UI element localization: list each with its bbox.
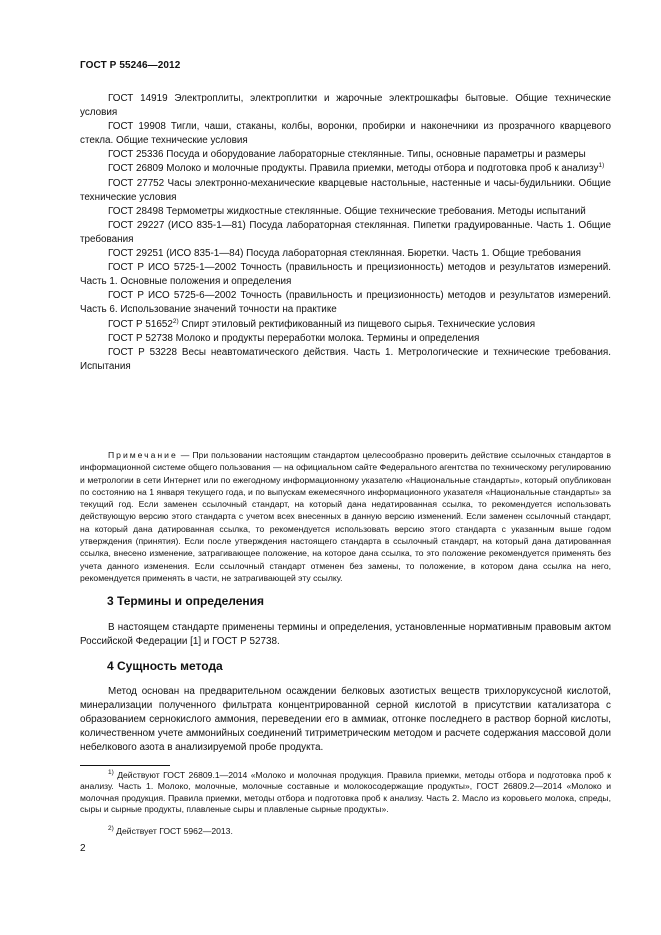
page-number: 2 bbox=[80, 843, 86, 854]
footnote-2: $^{2)}$ Действует ГОСТ 5962—2013. bbox=[108, 825, 233, 836]
reference-item: ГОСТ 14919 Электроплиты, электроплитки и жарочные электрошкафы бытовые. Общие технические условия bbox=[80, 93, 611, 119]
normative-references-list bbox=[80, 92, 611, 374]
note-label: Примечание bbox=[108, 450, 178, 460]
reference-item: ГОСТ 27752 Часы электронно-механические кварцевые настольные, настенные и часы-будильники. Общие технические условия bbox=[80, 177, 611, 203]
footnote-marker: 1) bbox=[598, 162, 605, 170]
section-4-text: Метод основан на предварительном осаждении белковых азотистых веществ трихлоруксусной кислотой, минерализации полученного фильтрата концентрированной серной кислотой в присутствии катализатора с образованием сернокислого аммония, переведении его в аммиак, отгонке последнего в раствор борной кислоты, количественном учете аммонийных соединений титриметрическим методом и расчете содержания массовой доли небелкового азота в анализируемой пробе продукта. bbox=[80, 686, 611, 754]
reference-item: ГОСТ 29251 (ИСО 835-1—84) Посуда лабораторная стеклянная. Бюретки. Часть 1. Общие требования bbox=[108, 248, 581, 260]
section-3-text: В настоящем стандарте применены термины и определения, установленные нормативным правовым актом Российской Федерации [1] и ГОСТ Р 52738. bbox=[80, 622, 611, 648]
reference-item: ГОСТ 19908 Тигли, чаши, стаканы, колбы, воронки, пробирки и наконечники из прозрачного кварцевого стекла. Общие технические условия bbox=[80, 121, 611, 147]
footnote-mark: 2) bbox=[108, 825, 114, 832]
reference-item: ГОСТ 25336 Посуда и оборудование лабораторные стеклянные. Типы, основные параметры и размеры bbox=[108, 149, 586, 161]
note-paragraph: Примечание — При пользовании настоящим стандартом целесообразно проверить действие ссылочных стандартов в информационной системе общего пользования — на официальном сайте Федерального агентства по техническому регулированию и метрологии в сети Интернет или по ежегодному информационному указателю «Национальные стандарты», который опубликован по состоянию на 1 января текущего года, и по выпускам ежемесячного информационного указателя «Национальные стандарты» за текущий год. Если заменен ссылочный стандарт, на который дана недатированная ссылка, то рекомендуется использовать действующую версию этого стандарта с учетом всех внесенных в данную версию изменений. Если заменен ссылочный стандарт, на который дана датированная ссылка, то рекомендуется использовать версию этого стандарта с указанным выше годом утверждения (принятия). Если после утверждения настоящего стандарта в ссылочный стандарт, на который дана датированная ссылка, внесено изменение, затрагивающее положение, на которое дана ссылка, то это положение рекомендуется применять без учета данного изменения. Если ссылочный стандарт отменен без замены, то положение, в котором дана ссылка на него, рекомендуется применять в части, не затрагивающей эту ссылку. bbox=[80, 450, 611, 583]
reference-item: ГОСТ 28498 Термометры жидкостные стеклянные. Общие технические требования. Методы испытаний bbox=[108, 205, 586, 217]
reference-item: ГОСТ 29227 (ИСО 835-1—81) Посуда лабораторная стеклянная. Пипетки градуированные. Часть 1. Общие требования bbox=[80, 219, 611, 245]
footnote-marker: 2) bbox=[172, 317, 179, 325]
reference-item: ГОСТ Р 53228 Весы неавтоматического действия. Часть 1. Метрологические и технические требования. Испытания bbox=[80, 346, 611, 372]
reference-item: ГОСТ Р ИСО 5725-6—2002 Точность (правильность и прецизионность) методов и результатов измерений. Часть 6. Использование значений точности на практике bbox=[80, 290, 611, 316]
footnote-separator bbox=[80, 765, 170, 766]
section-3-heading: 3 Термины и определения bbox=[107, 594, 265, 608]
reference-item: ГОСТ Р ИСО 5725-1—2002 Точность (правильность и прецизионность) методов и результатов измерений. Часть 1. Основные положения и определения bbox=[80, 262, 611, 288]
reference-item: ГОСТ 26809 Молоко и молочные продукты. Правила приемки, методы отбора и подготовка проб к анализу$^{1)}$ bbox=[108, 162, 605, 175]
reference-item: ГОСТ Р 51652$^{2)}$ Спирт этиловый ректификованный из пищевого сырья. Технические условия bbox=[108, 317, 536, 330]
footnote-1: $^{1)}$ Действуют ГОСТ 26809.1—2014 «Молоко и молочная продукция. Правила приемки, методы отбора и подготовка проб к анализу. Часть 1. Молоко, молочные, молочные составные и молокосодержащие продукты», ГОСТ 26809.2—2014 «Молоко и молочная продукция. Правила приемки, методы отбора и подготовка проб к анализу. Часть 2. Масло из коровьего молока, спреды, сыры и сырные продукты, плавленые сыры и плавленые сырные продукты». bbox=[80, 769, 611, 815]
reference-item: ГОСТ Р 52738 Молоко и продукты переработки молока. Термины и определения bbox=[108, 332, 480, 344]
footnote-mark: 1) bbox=[108, 769, 114, 776]
section-4-heading: 4 Сущность метода bbox=[107, 659, 223, 673]
document-header: ГОСТ Р 55246—2012 bbox=[80, 60, 181, 71]
